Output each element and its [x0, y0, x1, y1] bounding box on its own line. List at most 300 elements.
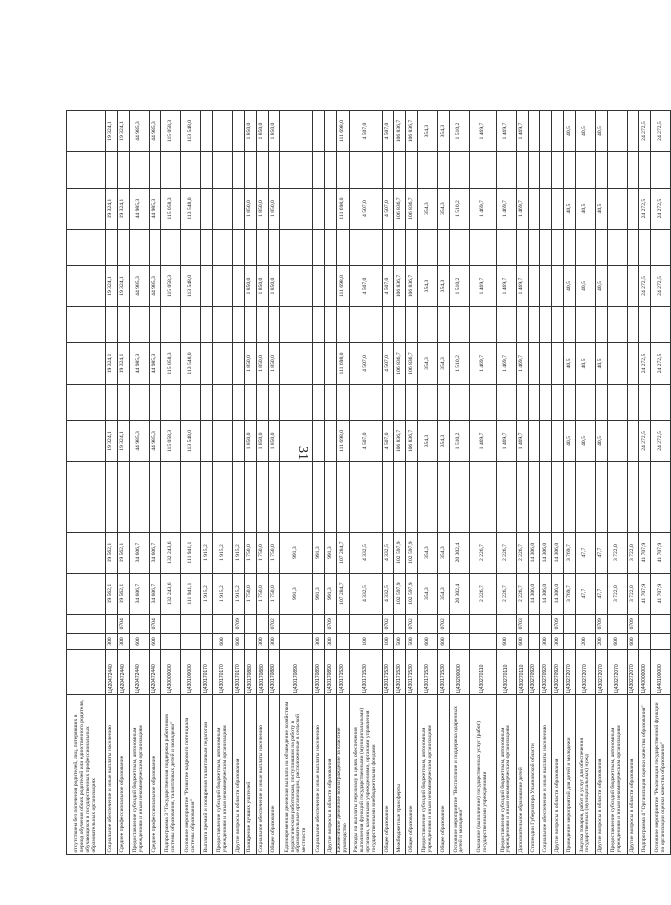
- value-cell: [201, 307, 213, 343]
- value-cell: 106 836,7: [394, 266, 406, 307]
- value-cell: [213, 229, 233, 265]
- table-row: [627, 111, 639, 855]
- row-label: Социальное обеспечение и иные выплаты населению: [313, 695, 325, 855]
- value-cell: [651, 152, 671, 188]
- value-cell: 300: [540, 634, 552, 650]
- value-cell: 1 850,0: [268, 266, 280, 307]
- value-cell: [595, 307, 607, 343]
- value-cell: 300: [268, 634, 280, 650]
- value-cell: [607, 229, 627, 265]
- value-cell: [268, 152, 280, 188]
- target-code-cell: Ц430270920: [528, 649, 540, 695]
- value-cell: [394, 152, 406, 188]
- value-cell: 20 302,4: [449, 532, 469, 573]
- value-cell: [106, 461, 118, 532]
- value-cell: [469, 229, 496, 265]
- value-cell: [280, 266, 313, 307]
- target-code-cell: Ц420472440: [149, 649, 161, 695]
- value-cell: 1 469,7: [496, 188, 516, 229]
- table-row: [106, 111, 118, 855]
- value-cell: [639, 614, 651, 633]
- value-cell: 44 985,3: [129, 420, 149, 461]
- value-cell: 111 698,0: [336, 111, 349, 152]
- value-cell: 354,3: [418, 188, 438, 229]
- value-cell: [117, 384, 129, 420]
- target-code-cell: Ц440100000: [651, 649, 671, 695]
- target-code-cell: Ц430170890: [280, 649, 313, 695]
- value-cell: [438, 152, 450, 188]
- table-row: [313, 111, 325, 855]
- value-cell: [280, 111, 313, 152]
- value-cell: 2 226,7: [496, 573, 516, 614]
- value-cell: [528, 307, 540, 343]
- value-cell: 1 469,7: [516, 420, 528, 461]
- row-label: Единовременная денежная выплата на обзаведение хозяйством педагогическим работникам, поступившим на работу в образовательные организации, расположенные в сельской местности: [280, 695, 313, 855]
- row-label: Предоставление субсидий бюджетным, автономным учреждениям и иным некоммерческим организациям: [418, 695, 438, 855]
- value-cell: [149, 307, 161, 343]
- value-cell: 44 985,3: [149, 266, 161, 307]
- value-cell: [268, 307, 280, 343]
- value-cell: [438, 229, 450, 265]
- value-cell: [627, 384, 639, 420]
- value-cell: 111 941,1: [181, 532, 201, 573]
- value-cell: [181, 384, 201, 420]
- value-cell: [67, 532, 106, 573]
- value-cell: [161, 307, 181, 343]
- value-cell: 100: [382, 634, 394, 650]
- value-cell: 41 707,9: [639, 532, 651, 573]
- value-cell: [325, 266, 337, 307]
- value-cell: 14 306,0: [540, 573, 552, 614]
- value-cell: [336, 307, 349, 343]
- rotated-table-container: [66, 110, 666, 855]
- value-cell: [117, 152, 129, 188]
- value-cell: [552, 266, 564, 307]
- value-cell: 40,5: [564, 188, 576, 229]
- value-cell: 1 469,7: [469, 188, 496, 229]
- value-cell: 2 226,7: [516, 573, 528, 614]
- value-cell: 1 469,7: [469, 420, 496, 461]
- value-cell: [129, 229, 149, 265]
- value-cell: 132 243,6: [161, 573, 181, 614]
- value-cell: [449, 229, 469, 265]
- value-cell: [496, 461, 516, 532]
- value-cell: [552, 384, 564, 420]
- value-cell: 1 915,2: [201, 532, 213, 573]
- value-cell: [528, 343, 540, 384]
- value-cell: 19 324,1: [117, 343, 129, 384]
- value-cell: 4 507,0: [382, 188, 394, 229]
- target-code-cell: Ц430272070: [607, 649, 627, 695]
- row-label: Стипендии Губернатора Ульяновской области: [528, 695, 540, 855]
- value-cell: [244, 307, 256, 343]
- value-cell: 113 548,0: [181, 343, 201, 384]
- value-cell: [449, 634, 469, 650]
- value-cell: [394, 461, 406, 532]
- value-cell: [256, 307, 268, 343]
- value-cell: 40,5: [564, 111, 576, 152]
- row-label: Другие вопросы в области образования: [552, 695, 564, 855]
- value-cell: [575, 461, 595, 532]
- value-cell: 1 915,2: [201, 573, 213, 614]
- value-cell: [496, 152, 516, 188]
- target-code-cell: Ц430272070: [564, 649, 576, 695]
- value-cell: 600: [607, 634, 627, 650]
- value-cell: 354,3: [418, 111, 438, 152]
- target-code-cell: Ц430270110: [496, 649, 516, 695]
- value-cell: 111 698,0: [336, 343, 349, 384]
- value-cell: 1 915,2: [213, 573, 233, 614]
- value-cell: [325, 461, 337, 532]
- row-label: Социальное обеспечение и иные выплаты населению: [540, 695, 552, 855]
- table-row: [67, 111, 106, 855]
- value-cell: [607, 461, 627, 532]
- value-cell: 44 985,3: [149, 188, 161, 229]
- value-cell: 0703: [516, 614, 528, 633]
- value-cell: 300: [106, 634, 118, 650]
- value-cell: [117, 307, 129, 343]
- value-cell: [244, 461, 256, 532]
- value-cell: [540, 266, 552, 307]
- value-cell: [627, 461, 639, 532]
- value-cell: [394, 307, 406, 343]
- value-cell: [268, 461, 280, 532]
- value-cell: [313, 384, 325, 420]
- value-cell: [469, 634, 496, 650]
- value-cell: 115 058,3: [161, 111, 181, 152]
- value-cell: 300: [117, 634, 129, 650]
- value-cell: [528, 634, 540, 650]
- table-row: [213, 111, 233, 855]
- value-cell: [651, 384, 671, 420]
- value-cell: [313, 307, 325, 343]
- value-cell: [325, 307, 337, 343]
- value-cell: 1 915,2: [233, 532, 245, 573]
- value-cell: 0709: [325, 614, 337, 633]
- value-cell: [651, 634, 671, 650]
- table-row: [244, 111, 256, 855]
- value-cell: [469, 384, 496, 420]
- target-code-cell: Ц430171530: [336, 649, 349, 695]
- value-cell: [607, 307, 627, 343]
- value-cell: 14 306,0: [528, 573, 540, 614]
- value-cell: 354,3: [438, 343, 450, 384]
- value-cell: [639, 152, 651, 188]
- value-cell: 0702: [382, 614, 394, 633]
- value-cell: [496, 384, 516, 420]
- value-cell: 24 272,5: [651, 188, 671, 229]
- value-cell: 14 306,0: [552, 532, 564, 573]
- value-cell: [233, 307, 245, 343]
- value-cell: [418, 307, 438, 343]
- value-cell: [564, 152, 576, 188]
- target-code-cell: Ц430100000: [181, 649, 201, 695]
- value-cell: [201, 229, 213, 265]
- value-cell: [280, 614, 313, 633]
- value-cell: 102 597,9: [394, 532, 406, 573]
- value-cell: 44 985,3: [149, 111, 161, 152]
- value-cell: 2 226,7: [516, 532, 528, 573]
- value-cell: [213, 266, 233, 307]
- value-cell: [201, 614, 213, 633]
- value-cell: [244, 229, 256, 265]
- value-cell: 111 698,0: [336, 266, 349, 307]
- value-cell: 41 707,9: [651, 532, 671, 573]
- value-cell: [627, 343, 639, 384]
- value-cell: [406, 229, 418, 265]
- value-cell: [181, 307, 201, 343]
- target-code-cell: Ц430170170: [213, 649, 233, 695]
- value-cell: [627, 111, 639, 152]
- value-cell: 19 324,1: [117, 188, 129, 229]
- value-cell: [496, 614, 516, 633]
- value-cell: 40,5: [575, 420, 595, 461]
- value-cell: [552, 111, 564, 152]
- value-cell: 3 769,7: [564, 532, 576, 573]
- target-code-cell: Ц430272070: [575, 649, 595, 695]
- value-cell: [639, 384, 651, 420]
- row-label: Оказание (выполнение) государственных услуг (работ) государственными учреждениями: [469, 695, 496, 855]
- value-cell: 354,3: [418, 266, 438, 307]
- table-row: [394, 111, 406, 855]
- value-cell: 47,7: [575, 532, 595, 573]
- value-cell: [201, 188, 213, 229]
- value-cell: [607, 152, 627, 188]
- value-cell: [607, 384, 627, 420]
- value-cell: [516, 152, 528, 188]
- value-cell: 354,3: [438, 266, 450, 307]
- value-cell: [540, 307, 552, 343]
- value-cell: [438, 384, 450, 420]
- value-cell: [280, 188, 313, 229]
- value-cell: [161, 634, 181, 650]
- value-cell: [280, 152, 313, 188]
- target-code-cell: Ц420472440: [117, 649, 129, 695]
- value-cell: [201, 111, 213, 152]
- value-cell: [313, 266, 325, 307]
- value-cell: 113 548,0: [181, 266, 201, 307]
- value-cell: 1 469,7: [469, 266, 496, 307]
- value-cell: [268, 384, 280, 420]
- value-cell: 300: [552, 634, 564, 650]
- value-cell: [213, 188, 233, 229]
- value-cell: [280, 384, 313, 420]
- value-cell: [313, 229, 325, 265]
- value-cell: [256, 461, 268, 532]
- table-row: [181, 111, 201, 855]
- value-cell: 40,5: [575, 188, 595, 229]
- value-cell: [213, 343, 233, 384]
- row-label: Дополнительное образование детей: [516, 695, 528, 855]
- table-row: [418, 111, 438, 855]
- value-cell: [213, 420, 233, 461]
- value-cell: 1 469,7: [516, 111, 528, 152]
- value-cell: [149, 152, 161, 188]
- value-cell: [67, 420, 106, 461]
- value-cell: 111 941,1: [181, 573, 201, 614]
- value-cell: 354,3: [418, 343, 438, 384]
- value-cell: [516, 229, 528, 265]
- value-cell: [233, 266, 245, 307]
- value-cell: [313, 461, 325, 532]
- value-cell: 1 750,0: [268, 573, 280, 614]
- value-cell: [256, 152, 268, 188]
- value-cell: 24 272,5: [651, 111, 671, 152]
- value-cell: [313, 111, 325, 152]
- value-cell: [627, 152, 639, 188]
- value-cell: 991,3: [280, 532, 313, 573]
- table-row: [449, 111, 469, 855]
- value-cell: [67, 634, 106, 650]
- value-cell: [552, 343, 564, 384]
- value-cell: 4 332,5: [349, 573, 382, 614]
- value-cell: 1 469,7: [496, 111, 516, 152]
- value-cell: [382, 384, 394, 420]
- value-cell: [595, 229, 607, 265]
- value-cell: [627, 188, 639, 229]
- value-cell: [469, 461, 496, 532]
- value-cell: [651, 614, 671, 633]
- value-cell: 300: [256, 634, 268, 650]
- value-cell: 1 850,0: [244, 111, 256, 152]
- table-row: [595, 111, 607, 855]
- value-cell: 600: [438, 634, 450, 650]
- value-cell: [528, 111, 540, 152]
- value-cell: [149, 461, 161, 532]
- value-cell: 4 332,5: [382, 532, 394, 573]
- value-cell: 1 750,0: [244, 532, 256, 573]
- value-cell: [161, 614, 181, 633]
- value-cell: 0702: [268, 614, 280, 633]
- value-cell: 354,3: [438, 532, 450, 573]
- value-cell: [418, 152, 438, 188]
- row-label: Предоставление субсидий бюджетным, автономным учреждениям и иным некоммерческим организациям: [496, 695, 516, 855]
- value-cell: 3 722,0: [627, 532, 639, 573]
- value-cell: 14 306,0: [540, 532, 552, 573]
- value-cell: [552, 420, 564, 461]
- value-cell: 4 507,0: [349, 111, 382, 152]
- value-cell: [607, 188, 627, 229]
- value-cell: [67, 614, 106, 633]
- table-row: [651, 111, 671, 855]
- value-cell: 4 332,5: [349, 532, 382, 573]
- value-cell: 1 850,0: [256, 420, 268, 461]
- target-code-cell: Ц430171530: [382, 649, 394, 695]
- value-cell: 19 324,1: [117, 111, 129, 152]
- value-cell: [564, 614, 576, 633]
- target-code-cell: Ц430171530: [394, 649, 406, 695]
- value-cell: 3 769,7: [564, 573, 576, 614]
- row-label: Подпрограмма 3 "Государственная поддержка работников системы образования, талантливых детей и молодежи": [161, 695, 181, 855]
- value-cell: 1 469,7: [496, 420, 516, 461]
- value-cell: [540, 343, 552, 384]
- value-cell: 24 272,5: [651, 266, 671, 307]
- value-cell: [540, 461, 552, 532]
- target-code-cell: Ц420472440: [106, 649, 118, 695]
- value-cell: 354,3: [418, 420, 438, 461]
- value-cell: 19 324,1: [106, 266, 118, 307]
- value-cell: 354,3: [438, 188, 450, 229]
- target-code-cell: Ц430171530: [418, 649, 438, 695]
- value-cell: [516, 384, 528, 420]
- value-cell: 600: [496, 634, 516, 650]
- value-cell: [449, 307, 469, 343]
- value-cell: [528, 384, 540, 420]
- target-code-cell: Ц430272070: [627, 649, 639, 695]
- value-cell: 1 469,7: [516, 266, 528, 307]
- value-cell: [313, 343, 325, 384]
- row-label: Другие вопросы в области образования: [627, 695, 639, 855]
- value-cell: [496, 229, 516, 265]
- table-row: [540, 111, 552, 855]
- row-label: отсутствием без попечения родителей, лиц, потерявших в период обучения обоих родителей или единственного родителя, обучающихся в государственных профессиональных образовательных организациях: [67, 695, 106, 855]
- value-cell: [129, 461, 149, 532]
- value-cell: 115 058,3: [161, 343, 181, 384]
- value-cell: 44 985,3: [129, 188, 149, 229]
- value-cell: [67, 152, 106, 188]
- row-label: Проведение мероприятий для детей и молодежи: [564, 695, 576, 855]
- value-cell: [540, 229, 552, 265]
- value-cell: [213, 307, 233, 343]
- value-cell: [201, 152, 213, 188]
- value-cell: 1 850,0: [256, 188, 268, 229]
- value-cell: [213, 614, 233, 633]
- value-cell: [528, 188, 540, 229]
- value-cell: [336, 384, 349, 420]
- value-cell: 44 985,3: [149, 420, 161, 461]
- value-cell: 1 915,2: [213, 532, 233, 573]
- value-cell: 106 836,7: [394, 188, 406, 229]
- value-cell: 34 606,7: [129, 532, 149, 573]
- row-label: Социальное обеспечение и иные выплаты населению: [106, 695, 118, 855]
- row-label: Расходы на выплаты персоналу в целях обеспечения выполнения функций государственными (муниципальными) органами, казенными учреждениями, органами управления государственными внебюджетными фондами: [349, 695, 382, 855]
- value-cell: 106 836,7: [406, 266, 418, 307]
- value-cell: 115 058,3: [161, 420, 181, 461]
- table-row: [201, 111, 213, 855]
- value-cell: 102 597,9: [406, 532, 418, 573]
- value-cell: 40,5: [595, 343, 607, 384]
- value-cell: 113 548,0: [181, 420, 201, 461]
- table-row: [607, 111, 627, 855]
- value-cell: [233, 152, 245, 188]
- value-cell: [540, 111, 552, 152]
- value-cell: [325, 111, 337, 152]
- value-cell: 0709: [627, 614, 639, 633]
- value-cell: 1 850,0: [256, 111, 268, 152]
- value-cell: [406, 384, 418, 420]
- value-cell: 1 850,0: [256, 266, 268, 307]
- value-cell: [575, 614, 595, 633]
- page-number: 31: [295, 446, 310, 460]
- value-cell: [233, 188, 245, 229]
- value-cell: [244, 614, 256, 633]
- target-code-cell: Ц430270110: [516, 649, 528, 695]
- value-cell: [552, 461, 564, 532]
- value-cell: [201, 634, 213, 650]
- value-cell: 41 707,9: [651, 573, 671, 614]
- value-cell: [201, 266, 213, 307]
- value-cell: 44 985,3: [129, 111, 149, 152]
- value-cell: [280, 307, 313, 343]
- value-cell: 111 698,0: [336, 188, 349, 229]
- value-cell: 106 836,7: [394, 420, 406, 461]
- value-cell: 19 562,1: [106, 573, 118, 614]
- target-code-cell: Ц430200000: [449, 649, 469, 695]
- value-cell: 3 722,0: [607, 532, 627, 573]
- value-cell: 47,7: [595, 573, 607, 614]
- value-cell: 1 750,0: [256, 573, 268, 614]
- value-cell: [325, 229, 337, 265]
